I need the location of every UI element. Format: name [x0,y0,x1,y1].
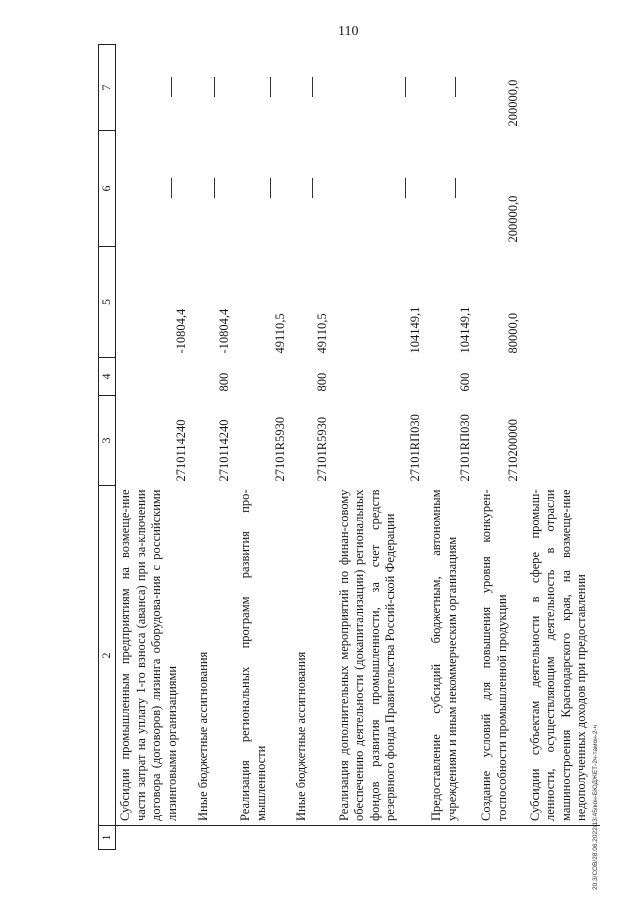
row-kvr [477,358,525,396]
header-cell: 4 [99,358,116,396]
dash-mark [405,78,422,98]
dash-mark [270,179,287,199]
row-value-6 [526,131,600,247]
dash-mark [214,78,231,98]
row-dash [292,45,334,131]
row-name: Субсидии субъектам деятельности в сфере промыш-ленности, осуществляющим деятельность в отрасли машиностроения Краснодарского края, на возмеще-ние недополученных доходов при предоставлении [526,486,600,826]
row-dash [427,131,477,247]
row-dash [335,131,427,247]
row-dash [116,45,194,131]
row-name: Предоставление субсидий бюджетным, автономным учреждениям и иным некоммерческим организациям [427,486,477,826]
empty-cell [526,826,600,850]
header-cell: 6 [99,131,116,247]
row-name: Иные бюджетные ассигнования [292,486,334,826]
header-cell: 2 [99,486,116,826]
row-dash [292,131,334,247]
side-note: 20.3/СОВ/28.06.2022/13:45/кон-БЮДЖЕТ-2ч-тамон-2-ч [592,724,599,890]
row-code: 27101RП030 [457,414,472,482]
row-value-5: 104149,1 [457,306,472,354]
dash-mark [405,179,422,199]
header-cell: 5 [99,247,116,358]
row-code: 2710114240 [174,419,189,482]
dash-mark [270,78,287,98]
row-code: 2710114240 [216,419,231,482]
row-code: 27101R5930 [315,416,330,482]
row-dash [236,131,292,247]
row-kvr [236,358,292,396]
table-row [236,45,292,850]
empty-cell [477,826,525,850]
row-name: Реализация дополнительных мероприятий по финан-совому обеспечению деятельности (докапитализации) региональных фондов развития промышленности, за счет средств резервного фонда Правительства Россий-ской Федерации [335,486,427,826]
row-kvr: 800 [216,372,231,392]
row-code [526,396,600,486]
dash-mark [312,78,329,98]
row-value-5: -10804,4 [216,308,231,354]
rotated-table-container [98,45,600,850]
row-code: 2710200000 [506,419,521,482]
row-kvr: 800 [315,372,330,392]
row-name: Иные бюджетные ассигнования [194,486,236,826]
dash-mark [171,179,188,199]
header-cell: 1 [99,826,116,850]
row-name: Создание условий для повышения уровня конкурен-тоспособности промышленной продукции [477,486,525,826]
row-dash [116,131,194,247]
row-dash [335,45,427,131]
empty-cell [335,826,427,850]
row-kvr [526,358,600,396]
row-dash [236,45,292,131]
row-name: Субсидии промышленным предприятиям на возмеще-ние части затрат на уплату 1-го взноса (аванса) при за-ключении договора (договоров) лизинга оборудова-ния с российскими лизинговыми организациями [116,486,194,826]
header-cell: 7 [99,45,116,131]
row-dash [194,45,236,131]
row-value-7: 200000,0 [506,79,521,127]
table-row [292,45,334,850]
row-dash [194,131,236,247]
row-dash [427,45,477,131]
row-value-5: 80000,0 [506,312,521,354]
table-row [477,45,525,850]
row-kvr [116,358,194,396]
dash-mark [171,78,188,98]
row-value-7 [526,45,600,131]
table-row [116,45,194,850]
row-kvr [335,358,427,396]
dash-mark [312,179,329,199]
header-cell: 3 [99,396,116,486]
empty-cell [194,826,236,850]
empty-cell [116,826,194,850]
page-number: 110 [338,24,359,39]
empty-cell [427,826,477,850]
table-row [427,45,477,850]
empty-cell [292,826,334,850]
row-value-5: 49110,5 [272,313,287,354]
table-row [526,45,600,850]
row-value-6: 200000,0 [506,195,521,243]
table-row [335,45,427,850]
dash-mark [455,78,472,98]
row-name: Реализация региональных программ развития про-мышленности [236,486,292,826]
row-value-5: 104149,1 [407,306,422,354]
dash-mark [214,179,231,199]
row-code: 27101RП030 [407,414,422,482]
dash-mark [455,179,472,199]
row-code: 27101R5930 [272,416,287,482]
row-value-5 [526,247,600,358]
row-kvr: 600 [457,372,472,392]
header-row [99,45,116,850]
row-value-5: 49110,5 [315,313,330,354]
empty-cell [236,826,292,850]
budget-table [98,44,600,850]
row-value-5: -10804,4 [174,308,189,354]
table-row [194,45,236,850]
